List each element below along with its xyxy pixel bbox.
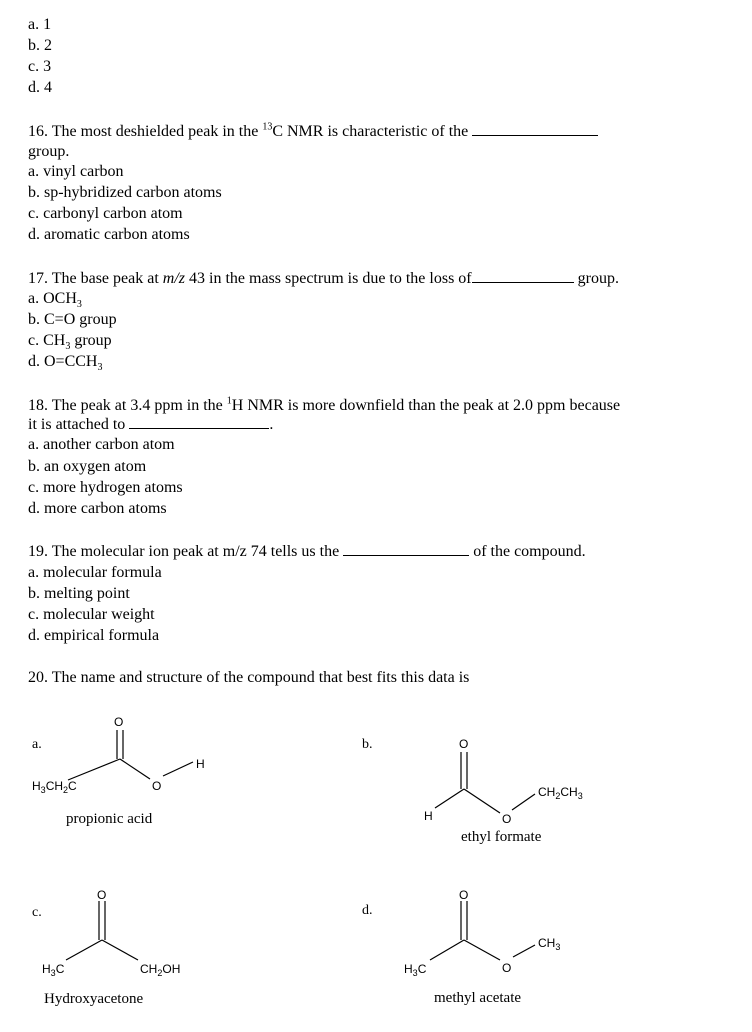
structure-b-letter: b. [362, 737, 373, 752]
structure-c-hydroxyacetone [0, 875, 260, 985]
q19-option-d: d. empirical formula [28, 627, 160, 644]
structure-d-name: methyl acetate [434, 990, 522, 1006]
structure-a-name: propionic acid [66, 811, 153, 827]
q17-question: 17. The base peak at m/z 43 in the mass spectrum is due to the loss of group. [28, 270, 619, 287]
structure-a-propionic-acid [0, 700, 260, 810]
structure-c-name: Hydroxyacetone [44, 991, 144, 1007]
structure-c-hydroxymethyl-group: $CH_2OH$ [140, 962, 181, 978]
structure-d-letter: d. [362, 903, 373, 918]
structure-c-methyl-group: $H_3C$ [42, 962, 65, 978]
structure-b-name: ethyl formate [461, 829, 542, 845]
q18-option-c: c. more hydrogen atoms [28, 479, 183, 496]
q19-option-c: c. molecular weight [28, 606, 155, 623]
q17-option-d: d. $O=CCH_3$ [28, 353, 103, 374]
q18-option-a: a. another carbon atom [28, 436, 175, 453]
structure-b-carbonyl-oxygen: O [459, 737, 469, 751]
q17-option-c: c. $CH_3$ group [28, 332, 112, 353]
structure-c-letter: c. [32, 905, 42, 920]
q15-option-a: a. 1 [28, 16, 52, 33]
structure-c-carbonyl-oxygen: O [97, 888, 107, 902]
q17-option-a: a. $OCH_3$ [28, 290, 82, 311]
structure-d-acetyl-methyl-group: $H_3C$ [404, 962, 427, 978]
structure-a-ethyl-group: $H_3CH_2C$ [32, 779, 77, 795]
q18-question-cont: it is attached to . [28, 416, 274, 433]
structure-a-letter: a. [32, 737, 42, 752]
q20-question: 20. The name and structure of the compound that best fits this data is [28, 669, 470, 686]
structure-b-ester-oxygen: O [502, 812, 512, 826]
structure-a-hydroxyl-oxygen: O [152, 779, 162, 793]
structure-d-carbonyl-oxygen: O [459, 888, 469, 902]
structure-d-methyl-acetate [360, 875, 620, 985]
structure-b-ethyl-formate [360, 720, 620, 830]
q16-answer-blank [472, 121, 598, 136]
q19-answer-blank [343, 541, 469, 556]
q18-question: 18. The peak at 3.4 ppm in the $^1$H NMR is more downfield than the peak at 2.0 ppm because [28, 395, 621, 414]
q15-option-c: c. 3 [28, 58, 52, 75]
q15-option-b: b. 2 [28, 37, 52, 54]
q18-option-d: d. more carbon atoms [28, 500, 167, 517]
q16-option-b: b. sp-hybridized carbon atoms [28, 184, 222, 201]
q18-answer-blank [129, 414, 269, 429]
q16-option-a: a. vinyl carbon [28, 163, 124, 180]
q19-question: 19. The molecular ion peak at m/z 74 tells us the of the compound. [28, 543, 586, 560]
q16-option-c: c. carbonyl carbon atom [28, 205, 183, 222]
structure-a-hydrogen: H [196, 757, 205, 771]
q16-option-d: d. aromatic carbon atoms [28, 226, 190, 243]
structure-d-ester-oxygen: O [502, 961, 512, 975]
q15-option-d: d. 4 [28, 79, 52, 96]
q18-option-b: b. an oxygen atom [28, 458, 147, 475]
q17-answer-blank [472, 268, 574, 283]
q17-option-b: b. C=O group [28, 311, 117, 328]
structure-d-methoxy-methyl-group: $CH_3$ [538, 936, 561, 952]
structure-a-carbonyl-oxygen: O [114, 715, 124, 729]
q19-option-a: a. molecular formula [28, 564, 162, 581]
q16-question: 16. The most deshielded peak in the $^{13}$C NMR is characteristic of the [28, 121, 598, 142]
structure-b-hydrogen: H [424, 809, 433, 823]
q16-question-cont: group. [28, 143, 70, 160]
structure-b-ethyl-group: $CH_2CH_3$ [538, 785, 583, 801]
q19-option-b: b. melting point [28, 585, 130, 602]
